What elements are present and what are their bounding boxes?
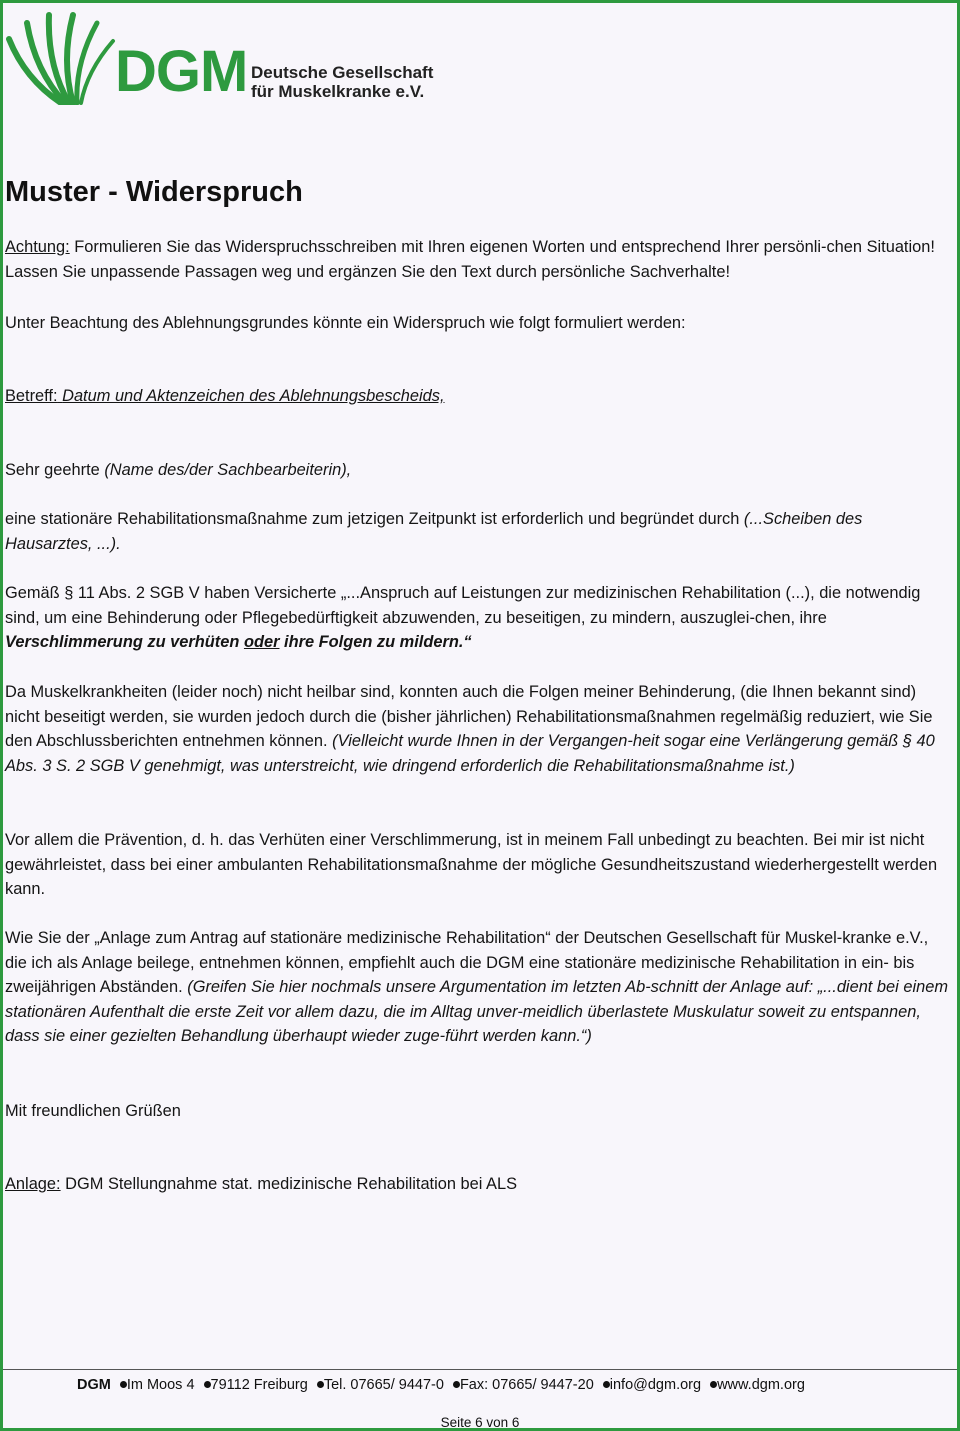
attachment-line: [5, 1172, 951, 1197]
intro-paragraph: Unter Beachtung des Ablehnungsgrundes könnte ein Widerspruch wie folgt formuliert werden:: [5, 314, 686, 332]
bullet-icon: [317, 1381, 324, 1388]
paragraph-italic: (Greifen Sie hier nochmals unsere Argumentation im letzten Ab-schnitt der Anlage auf: „...dient bei einem stationären Aufenthalt die erste Zeit vor allem dazu, die im Alltag unver-meidlich überlastete Muskulatur soweit zu entspannen, dass sie einer gezielten Behandlung überhaupt wieder zuge-führt werden kann.“): [5, 978, 948, 1046]
bullet-icon: [453, 1381, 460, 1388]
page-title: Muster - Widerspruch: [5, 176, 303, 208]
paragraph-emphasis: Verschlimmerung zu verhüten: [5, 633, 244, 652]
closing: Mit freundlichen Grüßen: [5, 1102, 181, 1120]
document-page: [3, 3, 957, 1428]
paragraph-emphasis: ihre Folgen zu mildern.“: [279, 633, 472, 652]
dgm-fan-logo-icon: [5, 9, 117, 105]
attachment-label: Anlage:: [5, 1175, 61, 1193]
paragraph-justification: [5, 507, 951, 556]
paragraph-recommendation: [5, 926, 951, 1049]
footer-divider: [3, 1369, 957, 1370]
paragraph-prevention: Vor allem die Prävention, d. h. das Verhüten einer Verschlimmerung, ist in meinem Fall unbedingt zu beachten. Bei mir ist nicht gewährleistet, dass bei einer ambulanten Rehabilitationsmaßnahme der mögliche Gesundheitszustand wiederhergestellt werden kann.: [5, 831, 938, 899]
subject-text: Datum und Aktenzeichen des Ablehnungsbescheids,: [62, 387, 445, 405]
notice-text: Formulieren Sie das Widerspruchsschreiben mit Ihren eigenen Worten und entsprechend Ihrer persönli-chen Situation! Lassen Sie unpassende Passagen weg und ergänzen Sie den Text durch persönliche Sachverhalte!: [5, 238, 935, 281]
subject-label: Betreff:: [5, 387, 58, 405]
paragraph-italic: (...Scheiben des Hausarztes, ...).: [5, 510, 863, 553]
organization-name: [251, 63, 433, 101]
bullet-icon: [120, 1381, 127, 1388]
footer-org: DGM: [77, 1377, 111, 1393]
notice-label: Achtung:: [5, 238, 70, 256]
footer-fax: Fax: 07665/ 9447-20: [459, 1377, 594, 1393]
footer-email[interactable]: info@dgm.org: [609, 1377, 702, 1393]
paragraph-italic: (Vielleicht wurde Ihnen in der Vergangen-heit sogar eine Verlängerung gemäß § 40 Abs. 3 S. 2 SGB V genehmigt, was unterstreicht, wie dringend erforderlich die Rehabilitationsmaßnahme ist.): [5, 732, 935, 775]
bullet-icon: [204, 1381, 211, 1388]
paragraph-emphasis-underlined: oder: [243, 633, 280, 652]
footer: [3, 1375, 957, 1395]
logo-wordmark: DGM: [115, 39, 248, 104]
attachment-text: DGM Stellungnahme stat. medizinische Rehabilitation bei ALS: [60, 1175, 518, 1193]
salutation-text: Sehr geehrte: [5, 461, 105, 479]
paragraph-legal-basis: [5, 581, 951, 655]
footer-website[interactable]: www.dgm.org: [717, 1377, 805, 1393]
paragraph-text: Wie Sie der „Anlage zum Antrag auf stationäre medizinische Rehabilitation“ der Deutschen Gesellschaft für Muskel-kranke e.V., die ich als Anlage beilege, entnehmen können, empfiehlt auch die DGM eine stationäre medizinische Rehabilitation in ein- bis zweijährigen Abständen.: [5, 929, 929, 997]
paragraph-history: [5, 680, 951, 778]
salutation-placeholder: (Name des/der Sachbearbeiterin),: [104, 461, 352, 479]
salutation: [5, 458, 951, 483]
bullet-icon: [710, 1381, 717, 1388]
subject-line: [5, 384, 951, 409]
page-number: Seite 6 von 6: [440, 1415, 520, 1428]
footer-address: Im Moos 4: [126, 1377, 195, 1393]
paragraph-text: Gemäß § 11 Abs. 2 SGB V haben Versicherte „...Anspruch auf Leistungen zur medizinischen Rehabilitation (...), die notwendig sind, um eine Behinderung oder Pflegebedürftigkeit abzuwenden, zu beseitigen, zu mindern, auszuglei-chen, ihre: [5, 584, 921, 627]
organization-name-line1: Deutsche Gesellschaft: [251, 63, 434, 82]
paragraph-text: eine stationäre Rehabilitationsmaßnahme zum jetzigen Zeitpunkt ist erforderlich und begründet durch: [5, 510, 744, 528]
paragraph-text: Da Muskelkrankheiten (leider noch) nicht heilbar sind, konnten auch die Folgen meiner Behinderung, (die Ihnen bekannt sind) nicht beseitigt werden, sie wurden jedoch durch die (bisher jährlichen) Rehabilitationsmaßnahmen regelmäßig reduziert, wie Sie den Abschlussberichten entnehmen können.: [5, 683, 933, 751]
footer-phone: Tel. 07665/ 9447-0: [323, 1377, 444, 1393]
notice-paragraph: [5, 235, 951, 284]
bullet-icon: [603, 1381, 610, 1388]
organization-name-line2: für Muskelkranke e.V.: [251, 82, 425, 101]
dgm-logo: [3, 3, 443, 113]
footer-city: 79112 Freiburg: [210, 1377, 308, 1393]
